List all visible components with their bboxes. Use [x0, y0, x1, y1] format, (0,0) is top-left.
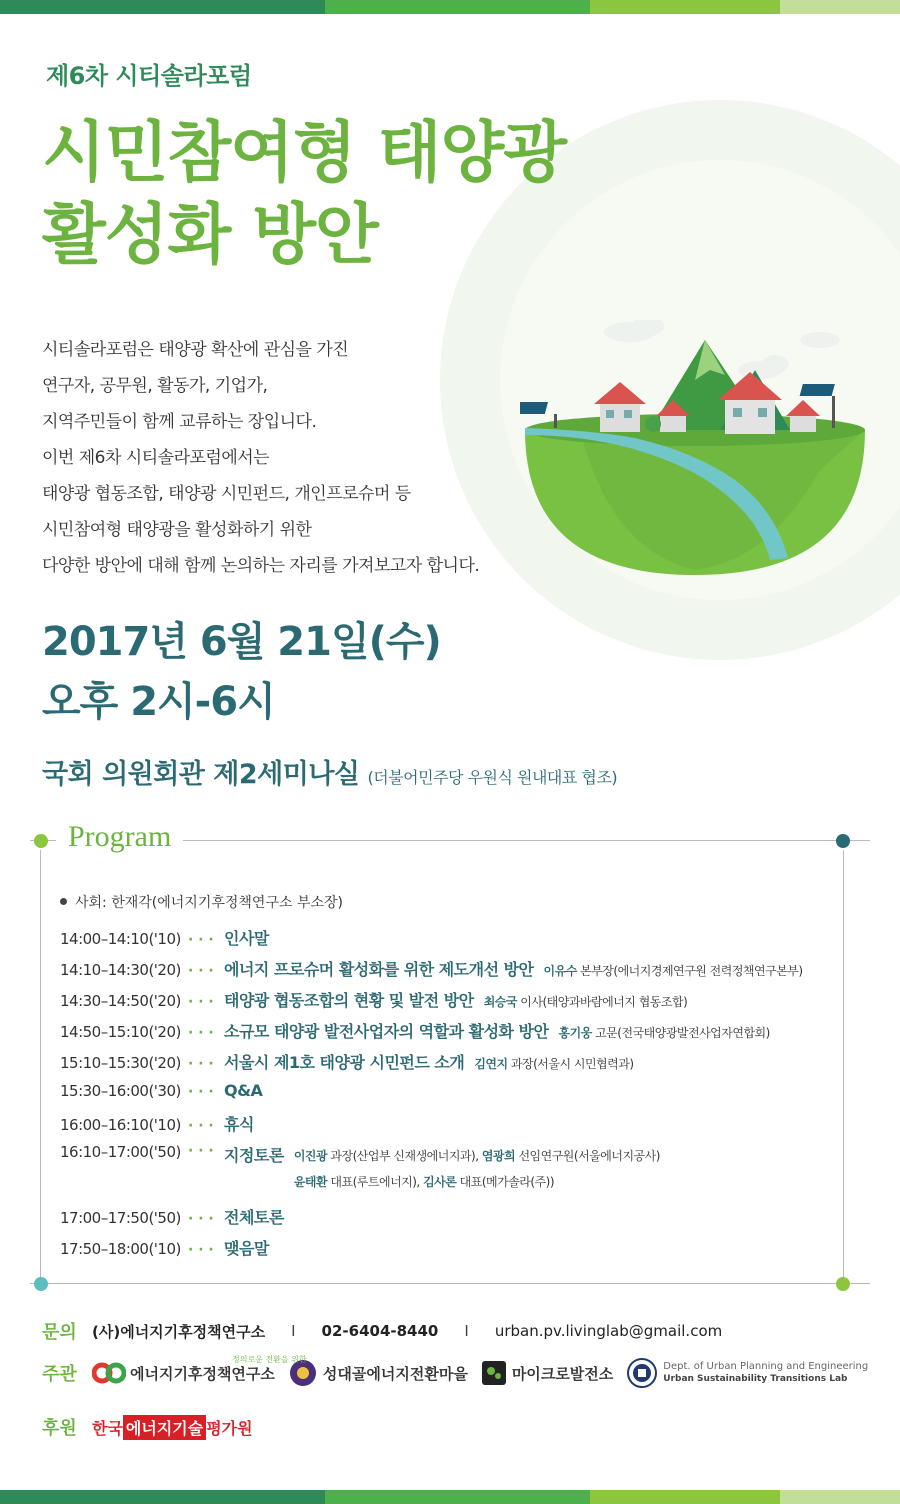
- speaker-role: 선임연구원(서울에너지공사): [515, 1149, 660, 1163]
- program-schedule: [60, 926, 850, 1267]
- speaker-name: 염광희: [481, 1149, 516, 1163]
- schedule-title: 에너지 프로슈머 활성화를 위한 제도개선 방안: [224, 960, 534, 979]
- schedule-dots: · · ·: [188, 1242, 214, 1258]
- speaker-name: 김사론: [423, 1175, 457, 1189]
- host-name: 마이크로발전소: [511, 1364, 614, 1383]
- schedule-row: [60, 1236, 850, 1267]
- energy-institute-logo-icon: [92, 1362, 126, 1384]
- host-micro-power-plant: [482, 1361, 613, 1385]
- speaker-role: 대표(메가솔라(주)): [456, 1175, 555, 1189]
- schedule-dots: · · ·: [188, 1143, 214, 1159]
- title-line-2: 활성화 방안: [42, 196, 378, 273]
- host-university-lab: [627, 1358, 868, 1388]
- schedule-speaker: [294, 1169, 660, 1195]
- lab-title: Urban Sustainability Transitions Lab: [663, 1374, 848, 1384]
- page-title: [42, 112, 566, 276]
- forum-number: 제6차 시티솔라포럼: [46, 62, 252, 90]
- schedule-row: [60, 1050, 850, 1081]
- intro-line: 지역주민들이 함께 교류하는 장입니다.: [42, 412, 317, 432]
- schedule-row: [60, 1019, 850, 1050]
- venue-name: 국회 의원회관 제2세미나실: [42, 759, 360, 790]
- host-seongdaegol: [289, 1359, 468, 1387]
- speaker-role: 과장(서울시 시민협력과): [507, 1057, 634, 1071]
- speaker-name: 최승국: [483, 995, 517, 1009]
- support-label: 후원: [42, 1418, 77, 1439]
- host-organizations: [42, 1355, 882, 1388]
- inquiry-email[interactable]: urban.pv.livinglab@gmail.com: [494, 1322, 723, 1340]
- micro-power-logo-icon: [482, 1361, 506, 1385]
- schedule-time: 15:30–16:00('30): [60, 1082, 181, 1100]
- separator: I: [291, 1322, 296, 1340]
- schedule-title: 태양광 협동조합의 현황 및 발전 방안: [224, 991, 474, 1010]
- schedule-dots: · · ·: [188, 1118, 214, 1134]
- schedule-dots: · · ·: [188, 932, 214, 948]
- schedule-time: 14:30–14:50('20): [60, 992, 181, 1010]
- speaker-name: 윤태환: [293, 1175, 328, 1189]
- host-name: 성대골에너지전환마을: [322, 1364, 468, 1383]
- schedule-row: [60, 1143, 850, 1205]
- schedule-title: 전체토론: [224, 1208, 284, 1227]
- sponsor-name-part: 한국: [92, 1418, 123, 1438]
- intro-line: 시티솔라포럼은 태양광 확산에 관심을 가진: [42, 340, 349, 360]
- schedule-dots: · · ·: [188, 1211, 214, 1227]
- sponsor-name-part: 평가원: [206, 1418, 253, 1438]
- speaker-role: 과장(산업부 신재생에너지과),: [327, 1149, 482, 1163]
- corner-dot: [34, 834, 48, 848]
- corner-dot: [836, 1277, 850, 1291]
- schedule-time: 14:10–14:30('20): [60, 961, 181, 979]
- event-date: 2017년 6월 21일(수): [42, 619, 441, 665]
- schedule-dots: · · ·: [188, 994, 214, 1010]
- top-color-stripe: [0, 0, 900, 14]
- event-venue: [42, 752, 617, 791]
- separator: I: [464, 1322, 469, 1340]
- schedule-dots: · · ·: [188, 963, 214, 979]
- schedule-title: 서울시 제1호 태양광 시민펀드 소개: [224, 1053, 465, 1072]
- schedule-row: [60, 926, 850, 957]
- sponsor-name-highlight: 에너지기술: [123, 1415, 206, 1440]
- intro-line: 태양광 협동조합, 태양광 시민펀드, 개인프로슈머 등: [42, 484, 411, 504]
- corner-dot: [34, 1277, 48, 1291]
- bottom-color-stripe: [0, 1490, 900, 1504]
- venue-note: (더불어민주당 우원식 원내대표 협조): [367, 768, 618, 787]
- schedule-row: [60, 1112, 850, 1143]
- schedule-row: [60, 1081, 850, 1112]
- schedule-speaker: [484, 993, 688, 1010]
- program-frame-bottom: [30, 1283, 870, 1284]
- schedule-time: 17:50–18:00('10): [60, 1240, 181, 1258]
- inquiry-org: (사)에너지기후정책연구소: [92, 1322, 266, 1341]
- intro-line: 시민참여형 태양광을 활성화하기 위한: [42, 520, 312, 540]
- moderator-text: 사회: 한재각(에너지기후정책연구소 부소장): [75, 895, 343, 911]
- speaker-role: 대표(루트에너지),: [327, 1175, 424, 1189]
- intro-line: 다양한 방안에 대해 함께 논의하는 자리를 가져보고자 합니다.: [42, 556, 480, 576]
- lab-name: [663, 1361, 868, 1385]
- speaker-role: 본부장(에너지경제연구원 전력정책연구본부): [576, 964, 803, 978]
- intro-line: 연구자, 공무원, 활동가, 기업가,: [42, 376, 268, 396]
- schedule-row: [60, 988, 850, 1019]
- schedule-speaker: [544, 962, 803, 979]
- intro-line: 이번 제6차 시티솔라포럼에서는: [42, 448, 270, 468]
- inquiry-label: 문의: [42, 1322, 77, 1343]
- schedule-row: [60, 1205, 850, 1236]
- schedule-speaker: [294, 1143, 660, 1169]
- program-heading: Program: [56, 820, 183, 854]
- schedule-title: 지정토론: [224, 1146, 284, 1165]
- event-date-block: [42, 612, 441, 732]
- intro-text: [42, 332, 562, 584]
- schedule-dots: · · ·: [188, 1025, 214, 1041]
- host-energy-climate-institute: [92, 1355, 307, 1384]
- inquiry-phone: 02-6404-8440: [321, 1322, 439, 1340]
- bullet-icon: [60, 898, 67, 905]
- moderator: [60, 892, 343, 912]
- host-label: 주관: [42, 1364, 77, 1385]
- university-seal-icon: [627, 1358, 657, 1388]
- speaker-name: 김연지: [474, 1057, 508, 1071]
- speaker-role: 고문(전국태양광발전사업자연합회): [591, 1026, 770, 1040]
- schedule-title: 맺음말: [224, 1239, 269, 1258]
- sponsor: [42, 1414, 253, 1440]
- host-name: 에너지기후정책연구소: [130, 1364, 275, 1383]
- contact-info: [42, 1318, 722, 1344]
- schedule-dots: · · ·: [188, 1084, 214, 1100]
- schedule-speaker: [474, 1055, 633, 1072]
- schedule-title: 휴식: [224, 1115, 254, 1134]
- schedule-dots: · · ·: [188, 1056, 214, 1072]
- schedule-title: Q&A: [224, 1081, 263, 1100]
- schedule-time: 14:50–15:10('20): [60, 1023, 181, 1041]
- schedule-time: 16:10–17:00('50): [60, 1143, 181, 1161]
- host-note: 정의로운 전환을 위한: [232, 1355, 307, 1364]
- speaker-role: 이사(태양과바람에너지 협동조합): [516, 995, 688, 1009]
- discussant-list: [294, 1143, 660, 1195]
- schedule-time: 14:00–14:10('10): [60, 930, 181, 948]
- schedule-row: [60, 957, 850, 988]
- speaker-name: 홍기웅: [558, 1026, 592, 1040]
- schedule-speaker: [558, 1024, 769, 1041]
- speaker-name: 이진광: [293, 1149, 328, 1163]
- schedule-title: 소규모 태양광 발전사업자의 역할과 활성화 방안: [224, 1022, 549, 1041]
- schedule-time: 17:00–17:50('50): [60, 1209, 181, 1227]
- program-frame-left: [40, 850, 41, 1283]
- lab-dept: Dept. of Urban Planning and Engineering: [663, 1361, 869, 1372]
- event-time: 오후 2시-6시: [42, 679, 275, 725]
- schedule-time: 15:10–15:30('20): [60, 1054, 181, 1072]
- schedule-time: 16:00–16:10('10): [60, 1116, 181, 1134]
- title-line-1: 시민참여형 태양광: [42, 114, 567, 191]
- schedule-title: 인사말: [224, 929, 269, 948]
- corner-dot: [836, 834, 850, 848]
- speaker-name: 이유수: [543, 964, 577, 978]
- globe-illustration: [520, 320, 870, 580]
